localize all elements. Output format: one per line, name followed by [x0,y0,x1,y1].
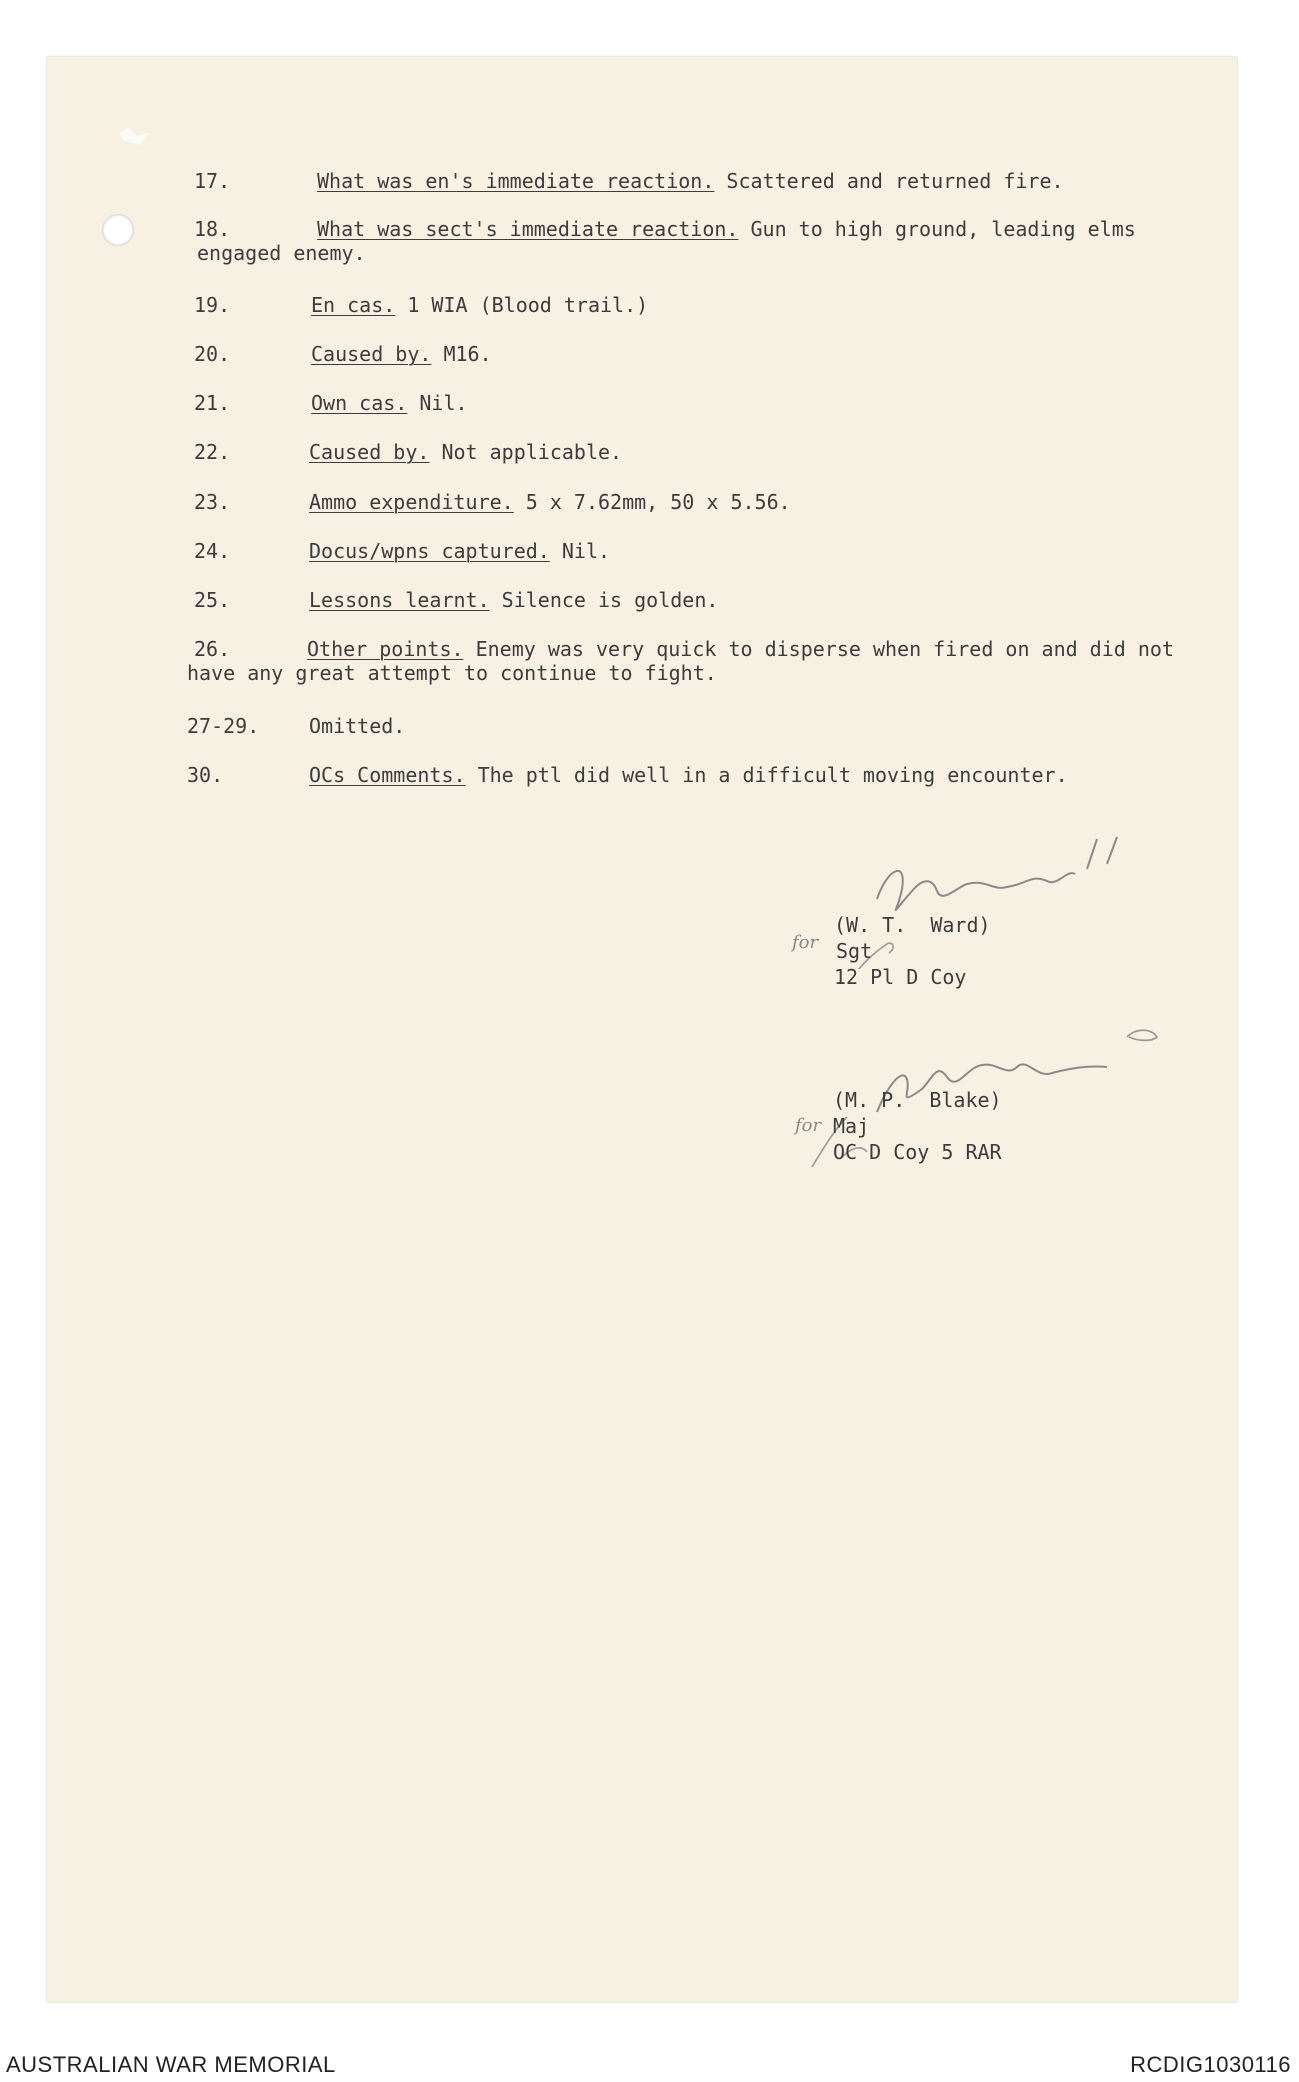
item-text: 5 x 7.62mm, 50 x 5.56. [525,490,791,514]
item-body [309,490,1177,514]
footer-id: RCDIG1030116 [1130,2052,1291,2077]
item-text: 1 WIA (Blood trail.) [407,293,649,317]
signature-unit: OC D Coy 5 RAR [833,1140,1002,1164]
item-number: 17. [194,169,231,193]
punch-hole [102,214,134,246]
item-text: Gun to high ground, leading elms engaged enemy. [197,217,1136,265]
item-heading: Other points. [307,637,464,661]
item-heading: Caused by. [311,342,432,366]
signature-rank: Maj [833,1114,870,1138]
item-heading: OCs Comments. [309,763,466,787]
item-body [187,637,1177,685]
paper-tear [119,127,149,145]
item-body [311,391,1177,415]
item-text: Silence is golden. [501,588,719,612]
item-number: 18. [194,217,231,241]
item-body [309,440,1177,464]
item-text: Omitted. [309,714,406,738]
item-body [311,342,1177,366]
item-body [317,169,1177,193]
signature-block [795,1087,1002,1165]
item-number: 21. [194,391,231,415]
item-body [309,714,1177,738]
item-body [309,763,1177,787]
footer-source: AUSTRALIAN WAR MEMORIAL [6,2052,336,2077]
item-body [311,293,1177,317]
item-number: 25. [194,588,231,612]
signature-name: (M. P. Blake) [833,1088,1002,1112]
item-heading: Lessons learnt. [309,588,490,612]
signature-rank: Sgt [836,939,873,963]
item-heading: En cas. [311,293,396,317]
item-heading: What was en's immediate reaction. [317,169,715,193]
item-number: 30. [187,763,224,787]
item-number: 19. [194,293,231,317]
item-text: Nil. [419,391,468,415]
document-sheet [47,57,1237,2002]
signature-prefix: for [795,1115,822,1136]
item-text: M16. [443,342,492,366]
item-number: 27-29. [187,714,260,738]
item-text: Enemy was very quick to disperse when fired on and did not have any great attempt to continue to fight. [187,637,1174,685]
item-number: 20. [194,342,231,366]
item-number: 26. [194,637,231,661]
item-heading: What was sect's immediate reaction. [317,217,739,241]
item-body [197,217,1177,265]
item-number: 22. [194,440,231,464]
item-text: Scattered and returned fire. [726,169,1064,193]
item-heading: Docus/wpns captured. [309,539,550,563]
item-heading: Own cas. [311,391,408,415]
signature-unit: 12 Pl D Coy [834,965,967,989]
item-text: Not applicable. [441,440,623,464]
item-heading: Caused by. [309,440,430,464]
item-body [309,539,1177,563]
item-heading: Ammo expenditure. [309,490,514,514]
item-number: 23. [194,490,231,514]
item-text: Nil. [561,539,611,563]
item-body [309,588,1177,612]
item-text: The ptl did well in a difficult moving encounter. [477,763,1068,787]
signature-name: (W. T. Ward) [834,913,991,937]
signature-prefix: for [792,932,819,953]
item-number: 24. [194,539,231,563]
signature-block [792,912,991,990]
